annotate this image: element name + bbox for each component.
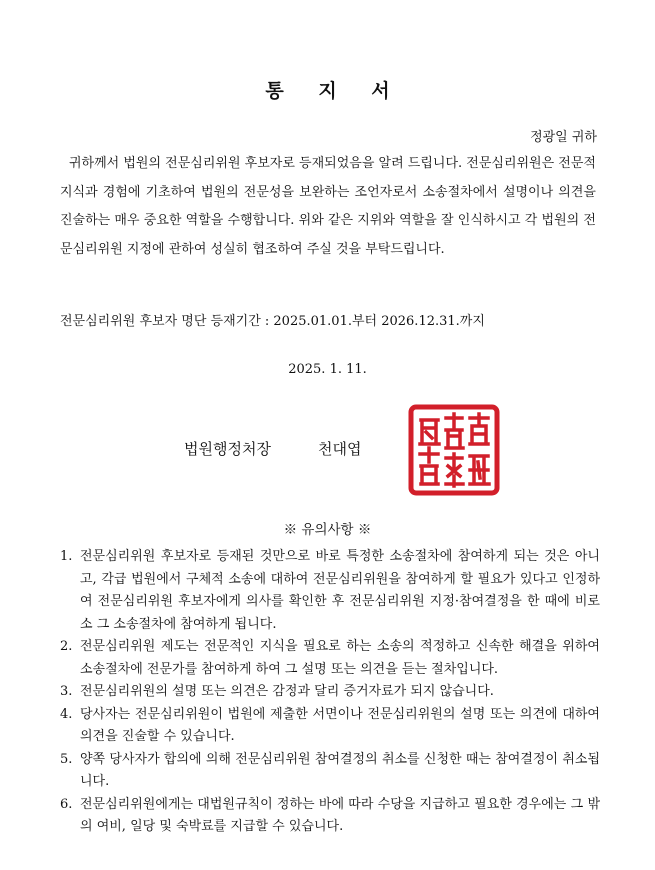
note-number: 4. (60, 706, 73, 722)
note-item (60, 636, 600, 681)
issuer-name: 천대엽 (318, 440, 362, 458)
note-number: 5. (60, 751, 73, 767)
note-item (60, 794, 600, 839)
registration-period: 전문심리위원 후보자 명단 등재기간 : 2025.01.01.부터 2026.12.31.까지 (60, 314, 485, 329)
note-number: 2. (60, 639, 73, 654)
note-text: 양쪽 당사자가 합의에 의해 전문심리위원 참여결정의 취소를 신청한 때는 참여결정이 취소됩니다. (80, 751, 600, 789)
official-seal-icon (408, 404, 500, 496)
note-text: 전문심리위원에게는 대법원규칙이 정하는 바에 따라 수당을 지급하고 필요한 경우에는 그 밖의 여비, 일당 및 숙박료를 지급할 수 있습니다. (80, 796, 600, 834)
note-item (60, 546, 600, 636)
note-item (60, 681, 600, 704)
issue-date: 2025. 1. 11. (288, 362, 367, 377)
note-number: 6. (60, 796, 73, 812)
notes-list (60, 546, 600, 839)
note-item (60, 749, 600, 794)
note-text: 전문심리위원 제도는 전문적인 지식을 필요로 하는 소송의 적정하고 신속한 해결을 위하여 소송절차에 전문가를 참여하게 하여 그 설명 또는 의견을 듣는 절차입니다. (80, 639, 600, 677)
notes-heading: ※ 유의사항 ※ (283, 522, 372, 538)
body-paragraph: 귀하께서 법원의 전문심리위원 후보자로 등재되었음을 알려 드립니다. 전문심리위원은 전문적 지식과 경험에 기초하여 법원의 전문성을 보완하는 조언자로서 소송절차에서 설명이나 의견을 진술하는 매우 중요한 역할을 수행합니다. 위와 같은 지위와 역할을 잘 인식하시고 각 법원의 전문심리위원 지정에 관하여 성실히 협조하여 주실 것을 부탁드립니다. (60, 156, 596, 257)
note-number: 1. (60, 549, 73, 564)
note-item (60, 704, 600, 749)
note-text: 전문심리위원 후보자로 등재된 것만으로 바로 특정한 소송절차에 참여하게 되는 것은 아니고, 각급 법원에서 구체적 소송에 대하여 전문심리위원을 참여하게 할 필요가 있다고 인정하여 전문심리위원 후보자에게 의사를 확인한 후 전문심리위원 지정·참여결정을 한 때에 비로소 그 소송절차에 참여하게 됩니다. (80, 549, 600, 632)
note-text: 전문심리위원의 설명 또는 의견은 감정과 달리 증거자료가 되지 않습니다. (80, 684, 494, 699)
note-number: 3. (60, 684, 73, 699)
note-text: 당사자는 전문심리위원이 법원에 제출한 서면이나 전문심리위원의 설명 또는 의견에 대하여 의견을 진술할 수 있습니다. (80, 706, 600, 744)
document-title: 통 지 서 (265, 80, 404, 102)
issuer-title: 법원행정처장 (184, 440, 271, 458)
recipient-line: 정광일 귀하 (530, 130, 597, 145)
